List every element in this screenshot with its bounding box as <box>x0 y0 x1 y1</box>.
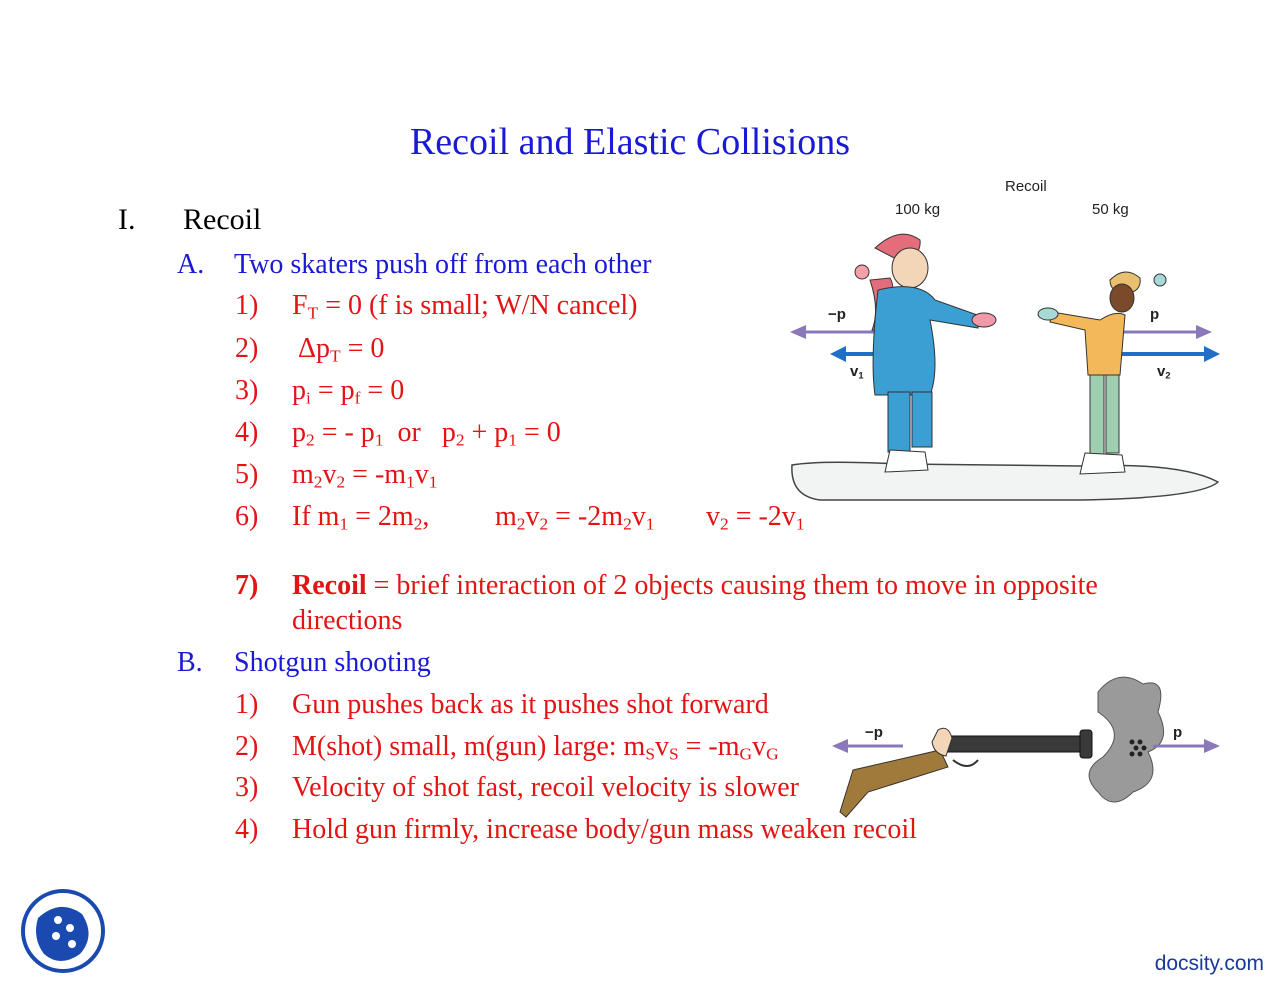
list-number: 4) <box>235 814 259 845</box>
page-title: Recoil and Elastic Collisions <box>409 121 851 163</box>
list-number: 1) <box>235 290 259 321</box>
list-number: 3) <box>235 375 259 406</box>
list-number: 3) <box>235 772 259 803</box>
gun-momentum-label-left: −p <box>865 724 883 741</box>
velocity-arrowhead-right <box>1204 346 1220 362</box>
momentum-arrowhead-right <box>1196 325 1212 339</box>
shotgun-illustration <box>828 672 1226 822</box>
list-item-b3: Velocity of shot fast, recoil velocity is slower <box>292 772 799 803</box>
momentum-arrowhead-left <box>790 325 806 339</box>
ice-surface <box>792 462 1218 500</box>
list-item-b4: Hold gun firmly, increase body/gun mass weaken recoil <box>292 814 917 845</box>
mass-label-right: 50 kg <box>1092 201 1129 218</box>
list-item-a7: Recoil = brief interaction of 2 objects causing them to move in opposite <box>292 570 1098 601</box>
gun-momentum-arrowhead-right <box>1204 739 1220 753</box>
momentum-label-right: p <box>1150 306 1160 323</box>
momentum-label-left: −p <box>828 306 846 323</box>
gun-momentum-label-right: p <box>1173 724 1183 741</box>
large-skater <box>855 234 996 472</box>
subsection-heading-b: Shotgun shooting <box>234 647 431 678</box>
list-number: 2) <box>235 333 259 364</box>
section-number: I. <box>118 203 136 236</box>
velocity-arrowhead-left <box>830 346 846 362</box>
smoke-cloud <box>1089 677 1164 802</box>
list-item-a5: $m_2v_2 = -m_1v_1$ <box>292 459 438 492</box>
list-number: 7) <box>235 570 259 601</box>
list-item-a3: $p_i = p_f = 0$ <box>292 375 405 408</box>
section-heading: Recoil <box>183 203 262 236</box>
skaters-illustration <box>780 220 1230 510</box>
list-number: 5) <box>235 459 259 490</box>
gun-momentum-arrowhead-left <box>832 739 848 753</box>
list-item-b2: M(shot) small, m(gun) large: $m_Sv_S = -m_Gv_G$ <box>292 731 779 764</box>
velocity-label-right: $v_2$ <box>1157 363 1171 381</box>
list-item-a7-continuation: directions <box>292 605 403 636</box>
footer-site-link[interactable]: docsity.com <box>1154 952 1264 975</box>
small-skater <box>1038 272 1166 474</box>
docsity-logo-icon <box>20 888 106 974</box>
list-item-a1: $F_T = 0$ (f is small; W/N cancel) <box>292 290 638 323</box>
recoil-term: Recoil <box>292 570 367 601</box>
list-number: 6) <box>235 501 259 532</box>
velocity-label-left: $v_1$ <box>850 363 864 381</box>
shotgun <box>840 728 1092 817</box>
list-item-a6-equation: $m_2v_2 = -2m_2v_1$ <box>495 501 655 534</box>
subsection-letter-b: B. <box>177 647 203 678</box>
list-item-a4: $p_2$ = - $p_1$ or $p_2 + p_1 = 0$ <box>292 417 561 450</box>
list-item-b1: Gun pushes back as it pushes shot forward <box>292 689 769 720</box>
list-item-a6-result: $v_2 = -2v_1$ <box>706 501 805 534</box>
figure-caption: Recoil <box>1005 178 1047 195</box>
subsection-heading-a: Two skaters push off from each other <box>234 249 652 280</box>
list-number: 4) <box>235 417 259 448</box>
list-number: 1) <box>235 689 259 720</box>
list-item-a6-condition: If $m_1 = 2m_2$, <box>292 501 430 534</box>
list-item-a2: $\Delta p_T = 0$ <box>298 333 385 366</box>
subsection-letter-a: A. <box>177 249 205 280</box>
list-number: 2) <box>235 731 259 762</box>
mass-label-left: 100 kg <box>895 201 941 218</box>
